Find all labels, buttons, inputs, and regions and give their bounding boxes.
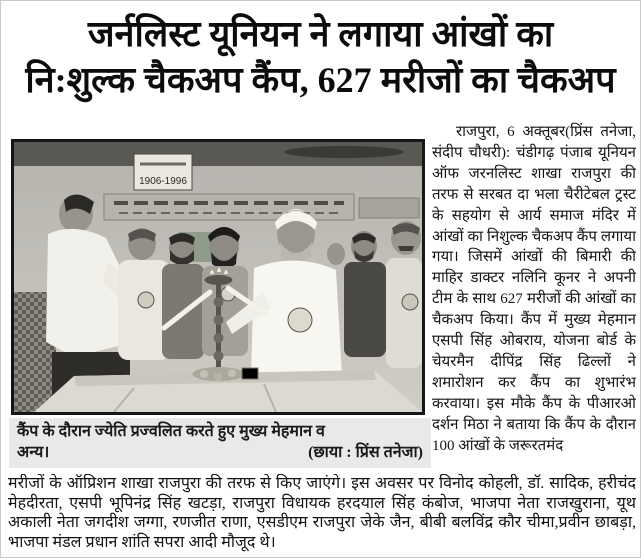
photo-illustration xyxy=(14,142,422,412)
photo-credit: (छाया : प्रिंस तनेजा) xyxy=(308,444,423,461)
news-photo xyxy=(11,139,425,415)
wall-sign xyxy=(134,154,192,190)
article-right-column xyxy=(432,122,636,478)
headline-line-1: जर्नलिस्ट यूनियन ने लगाया आंखों का xyxy=(87,14,554,54)
article-names-text: मरीजों के ऑप्रिशन शाखा राजपुरा की तरफ से किए जाएंगे। इस अवसर पर विनोद कोहली, डॉ. सादिक, हरीचंद मेहदीरता, एसपी भूपिनंद्र सिंह खटड़ा, राजपुरा विधायक हरदयाल सिंह कंबोज, भाजपा नेता राजखुराना, यूथ अकाली नेता जगदीश जग्गा, रणजीत राणा, एसडीएम राजपुरा जेके जैन, बीबी बलविंद्र कौर चीमा,प्रवीन छाबड़ा, भाजपा मंडल प्रधान शांति सपरा आदी मौजूद थे। xyxy=(8,475,636,551)
photo-caption xyxy=(9,418,431,468)
person-behind xyxy=(327,243,345,265)
article-headline xyxy=(1,11,640,103)
banner xyxy=(104,194,419,220)
sign-years-text: 1906-1996 xyxy=(139,176,187,187)
headline-line-2: नि:शुल्क चैकअप कैंप, 627 मरीजों का चैकअप xyxy=(25,60,616,100)
ceiling-fan-icon xyxy=(284,146,404,158)
article-body-text: राजपुरा, 6 अक्तूबर(प्रिंस तनेजा, संदीप चौधरी): चंडीगढ़ पंजाब यूनियन ऑफ जरनलिस्ट शाखा राजपुरा की तरफ से सरबत दा भला चैरीटेबल ट्रस्ट के सहयोग से आर्य समाज मंदिर में आंखों का निशुल्क चैकअप कैंप लगाया गया। जिसमें आंखों की बिमारी की माहिर डाक्टर नलिनि कूनर ने अपनी टीम के साथ 627 मरीजों की आंखों का चैकअप किया। कैंप में मुख्य मेहमान एसपी सिंह ओबराय, योजना बोर्ड के चेयरमैन दीपिंद्र सिंह ढिल्लों ने शमारोशन कर कैंप का शुभारंभ करवाया। इस मौके कैंप के पीआरओ दर्शन मिठा ने बताया कि कैंप के दौरान 100 आंखों के जरूरतमंद xyxy=(432,124,636,454)
caption-line-2: अन्य। xyxy=(17,444,50,461)
article-bottom-paragraph xyxy=(8,474,636,554)
caption-line-1: कैंप के दौरान ज्येति प्रज्वलित करते हुए मुख्य मेहमान व xyxy=(17,423,325,440)
